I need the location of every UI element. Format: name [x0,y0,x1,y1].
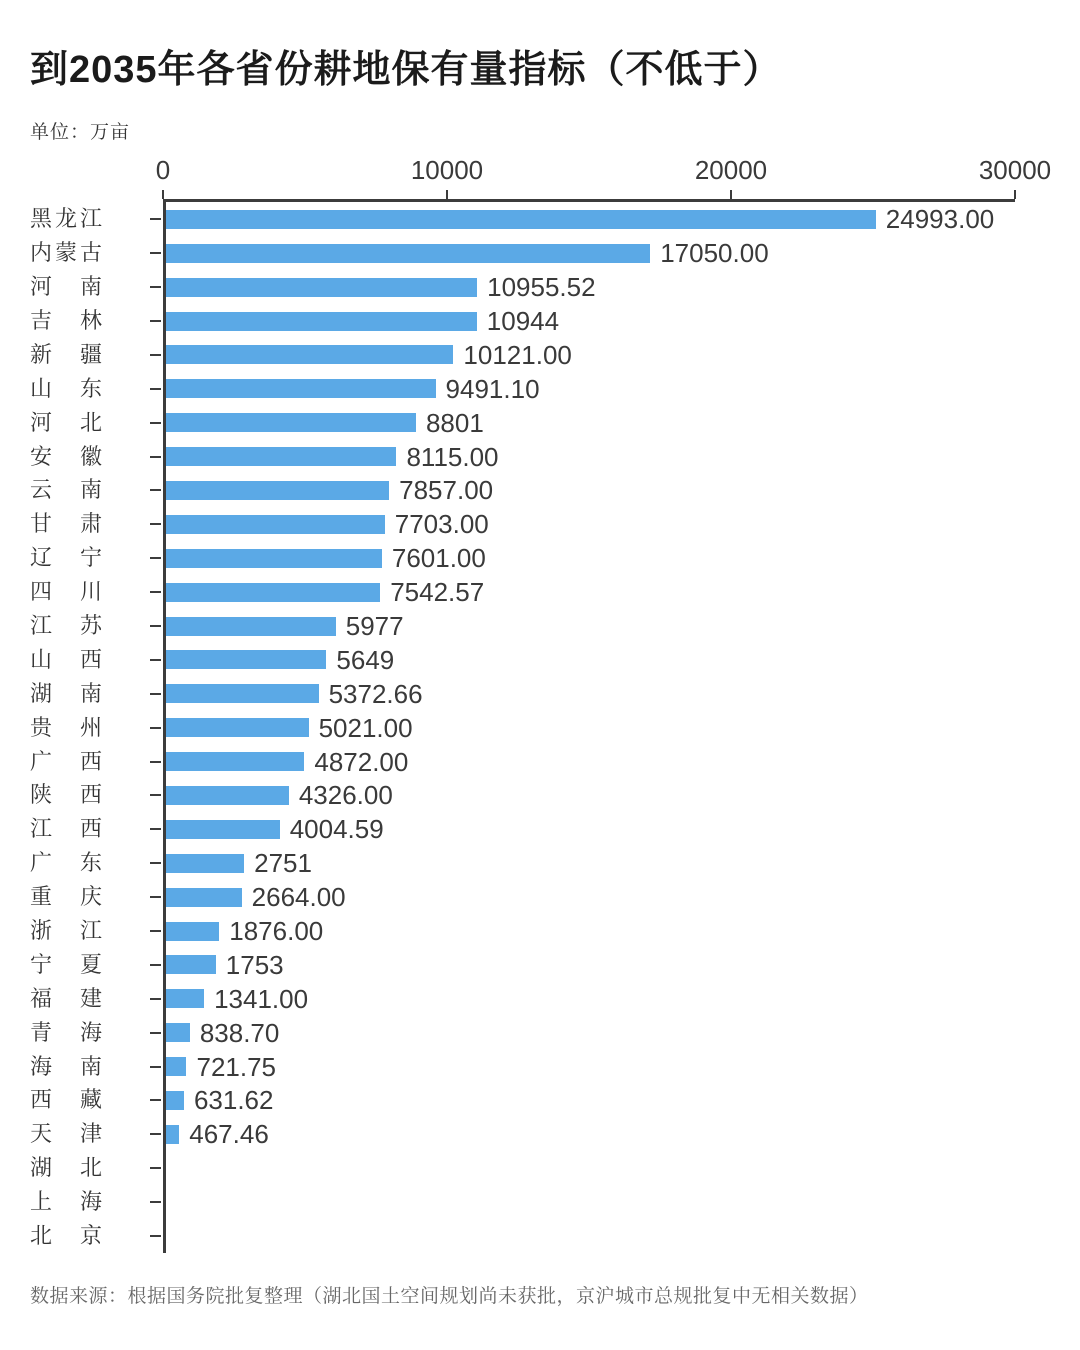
plot-area [30,202,1050,1253]
bar-track [161,677,1050,711]
y-tick-mark [150,1201,161,1203]
bar-track [161,914,1050,948]
bar-value-label: 5977 [345,611,404,642]
y-tick-mark [150,1099,161,1101]
bar-row [30,914,1050,948]
y-axis-label: 陕西 [30,782,102,808]
bar [166,1125,179,1144]
bar-track [161,507,1050,541]
y-tick-mark [150,930,161,932]
y-tick-mark [150,1167,161,1169]
y-axis-label: 吉林 [30,308,102,333]
bar-value-label: 7857.00 [399,475,494,506]
bar-track [161,304,1050,338]
page-title: 到2035年各省份耕地保有量指标（不低于） [30,49,782,91]
bar-row [30,575,1050,609]
bar-track [161,440,1050,474]
x-tick-label: 0 [155,155,171,186]
bar-value-label: 1341.00 [214,983,309,1014]
bar-track [161,338,1050,372]
bar-track [161,745,1050,779]
bar-row [30,270,1050,304]
bar-value-label: 17050.00 [660,238,769,269]
bar [166,447,396,466]
bar-value-label: 7542.57 [390,577,485,608]
bar-value-label: 10121.00 [463,339,572,370]
bar-row [30,1185,1050,1219]
bar-value-label: 631.62 [193,1085,274,1116]
y-tick-mark [150,489,161,491]
y-tick-mark [150,523,161,525]
bar-row [30,982,1050,1016]
y-axis-label: 福建 [30,985,102,1011]
bar-track [161,1016,1050,1050]
bar-track [161,202,1050,236]
bar-row [30,880,1050,914]
bar-value-label: 721.75 [196,1051,277,1082]
bar-row [30,745,1050,779]
bar [166,278,477,297]
y-axis-label: 青海 [30,1019,102,1045]
y-axis-label: 西藏 [30,1087,102,1113]
y-axis-label: 贵州 [30,714,102,740]
bar-value-label: 1753 [225,949,284,980]
bar [166,955,216,974]
bar-value-label: 2751 [254,848,312,879]
bar-value-label: 7703.00 [394,509,489,540]
y-axis-label: 北京 [30,1223,102,1249]
y-axis-label: 四川 [30,579,102,605]
bar-track [161,779,1050,813]
bar [166,312,477,331]
bar-row [30,236,1050,270]
bar-row [30,507,1050,541]
y-axis-label: 海南 [30,1053,102,1079]
bar [166,244,650,263]
bar-row [30,440,1050,474]
bar [166,413,416,432]
x-tick-label: 30000 [978,155,1052,186]
bar-track [161,711,1050,745]
bar-value-label: 8801 [425,407,484,438]
bar [166,989,204,1008]
bar [166,481,389,500]
y-tick-mark [150,659,161,661]
bar-track [161,880,1050,914]
y-axis-label: 天津 [30,1121,102,1147]
bar-value-label: 4326.00 [298,780,393,811]
bar-track [161,541,1050,575]
bar-track [161,1117,1050,1151]
bar-track [161,1185,1050,1219]
y-axis-label: 重庆 [30,884,102,910]
y-axis-label: 江西 [30,816,102,842]
bar-row [30,541,1050,575]
bar-row [30,846,1050,880]
x-axis [30,156,1050,202]
bar-chart [30,156,1050,1253]
y-tick-mark [150,286,161,288]
bar-row [30,338,1050,372]
x-tick-label: 10000 [410,155,484,186]
bar [166,617,336,636]
bar-track [161,1050,1050,1084]
y-axis-label: 云南 [30,477,102,503]
bar [166,1023,190,1042]
bar-row [30,711,1050,745]
y-tick-mark [150,1066,161,1068]
y-tick-mark [150,252,161,254]
bar-track [161,982,1050,1016]
y-axis-label: 山东 [30,375,102,401]
x-tick-label: 20000 [694,155,768,186]
bar [166,752,304,771]
bar-value-label: 4872.00 [314,746,409,777]
y-axis-label: 黑龙江 [30,206,102,232]
x-tick-mark [1014,190,1016,199]
bar-value-label: 1876.00 [229,916,324,947]
bar [166,549,382,568]
source-note: 数据来源：根据国务院批复整理（湖北国土空间规划尚未获批，京沪城市总规批复中无相关数据） [30,1286,869,1307]
bar-value-label: 838.70 [199,1017,280,1048]
bar-row [30,677,1050,711]
bar-row [30,1151,1050,1185]
bar-value-label: 5021.00 [318,712,413,743]
bar-track [161,575,1050,609]
bar-value-label: 9491.10 [445,373,540,404]
y-tick-mark [150,1032,161,1034]
y-axis-label: 山西 [30,646,102,672]
bar-row [30,406,1050,440]
bar-track [161,270,1050,304]
unit-label: 单位：万亩 [30,122,131,144]
y-axis-label: 上海 [30,1189,102,1215]
y-axis-label: 江苏 [30,613,102,639]
y-tick-mark [150,456,161,458]
y-tick-mark [150,218,161,220]
bar [166,888,242,907]
bar-track [161,474,1050,508]
y-tick-mark [150,896,161,898]
bar [166,718,309,737]
y-tick-mark [150,625,161,627]
y-axis-label: 安徽 [30,443,102,469]
bar-value-label: 5649 [336,644,395,675]
bar [166,515,385,534]
bar-value-label: 24993.00 [885,204,995,235]
bar-value-label: 5372.66 [328,678,423,709]
x-tick-mark [162,190,164,199]
y-axis-label: 浙江 [30,918,102,944]
y-axis-label: 湖南 [30,680,102,706]
y-tick-mark [150,828,161,830]
y-axis-label: 河北 [30,409,102,435]
bar-value-label: 10955.52 [487,272,596,303]
y-axis-label: 内蒙古 [30,240,102,266]
y-axis-label: 河南 [30,274,102,300]
bar-track [161,236,1050,270]
y-axis-label: 广西 [30,748,102,774]
bar-row [30,1050,1050,1084]
bar-row [30,643,1050,677]
bar [166,583,380,602]
bar-row [30,812,1050,846]
bar-row [30,1219,1050,1253]
bar-row [30,1117,1050,1151]
y-tick-mark [150,693,161,695]
y-axis-label: 湖北 [30,1155,102,1181]
y-tick-mark [150,862,161,864]
bar [166,210,876,229]
bar-track [161,406,1050,440]
bar [166,786,289,805]
y-tick-mark [150,320,161,322]
bar-value-label: 4004.59 [289,814,384,845]
y-tick-mark [150,557,161,559]
bar-track [161,812,1050,846]
y-axis-label: 新疆 [30,341,102,367]
bar [166,922,219,941]
bar-value-label: 8115.00 [406,441,499,472]
bar-row [30,202,1050,236]
bar-row [30,1016,1050,1050]
bar-row [30,372,1050,406]
bar-row [30,304,1050,338]
y-axis-label: 广东 [30,850,102,876]
bar-row [30,779,1050,813]
bar-row [30,474,1050,508]
y-tick-mark [150,998,161,1000]
y-tick-mark [150,388,161,390]
bar-value-label: 7601.00 [391,543,486,574]
x-tick-mark [730,190,732,199]
x-tick-mark [446,190,448,199]
bar [166,379,436,398]
y-tick-mark [150,794,161,796]
bar-track [161,609,1050,643]
bar-value-label: 10944 [486,306,560,336]
bar [166,854,244,873]
y-tick-mark [150,1133,161,1135]
bar-row [30,948,1050,982]
bar [166,1091,184,1110]
y-tick-mark [150,964,161,966]
bar [166,684,319,703]
y-axis-label: 辽宁 [30,545,102,571]
bar [166,1057,186,1076]
bar-row [30,609,1050,643]
y-axis-label: 甘肃 [30,511,102,537]
bar-track [161,1219,1050,1253]
bar-track [161,372,1050,406]
y-tick-mark [150,422,161,424]
y-axis-line [163,202,166,1253]
y-tick-mark [150,727,161,729]
y-axis-label: 宁夏 [30,951,102,977]
y-tick-mark [150,591,161,593]
bar [166,345,453,364]
bar-value-label: 467.46 [189,1119,269,1150]
bar-track [161,948,1050,982]
bar-track [161,1084,1050,1118]
bar-track [161,846,1050,880]
y-tick-mark [150,354,161,356]
bar-track [161,643,1050,677]
bar [166,820,280,839]
bar-track [161,1151,1050,1185]
bar-row [30,1084,1050,1118]
bar-value-label: 2664.00 [251,882,346,913]
y-tick-mark [150,761,161,763]
y-tick-mark [150,1235,161,1237]
bar [166,650,326,669]
